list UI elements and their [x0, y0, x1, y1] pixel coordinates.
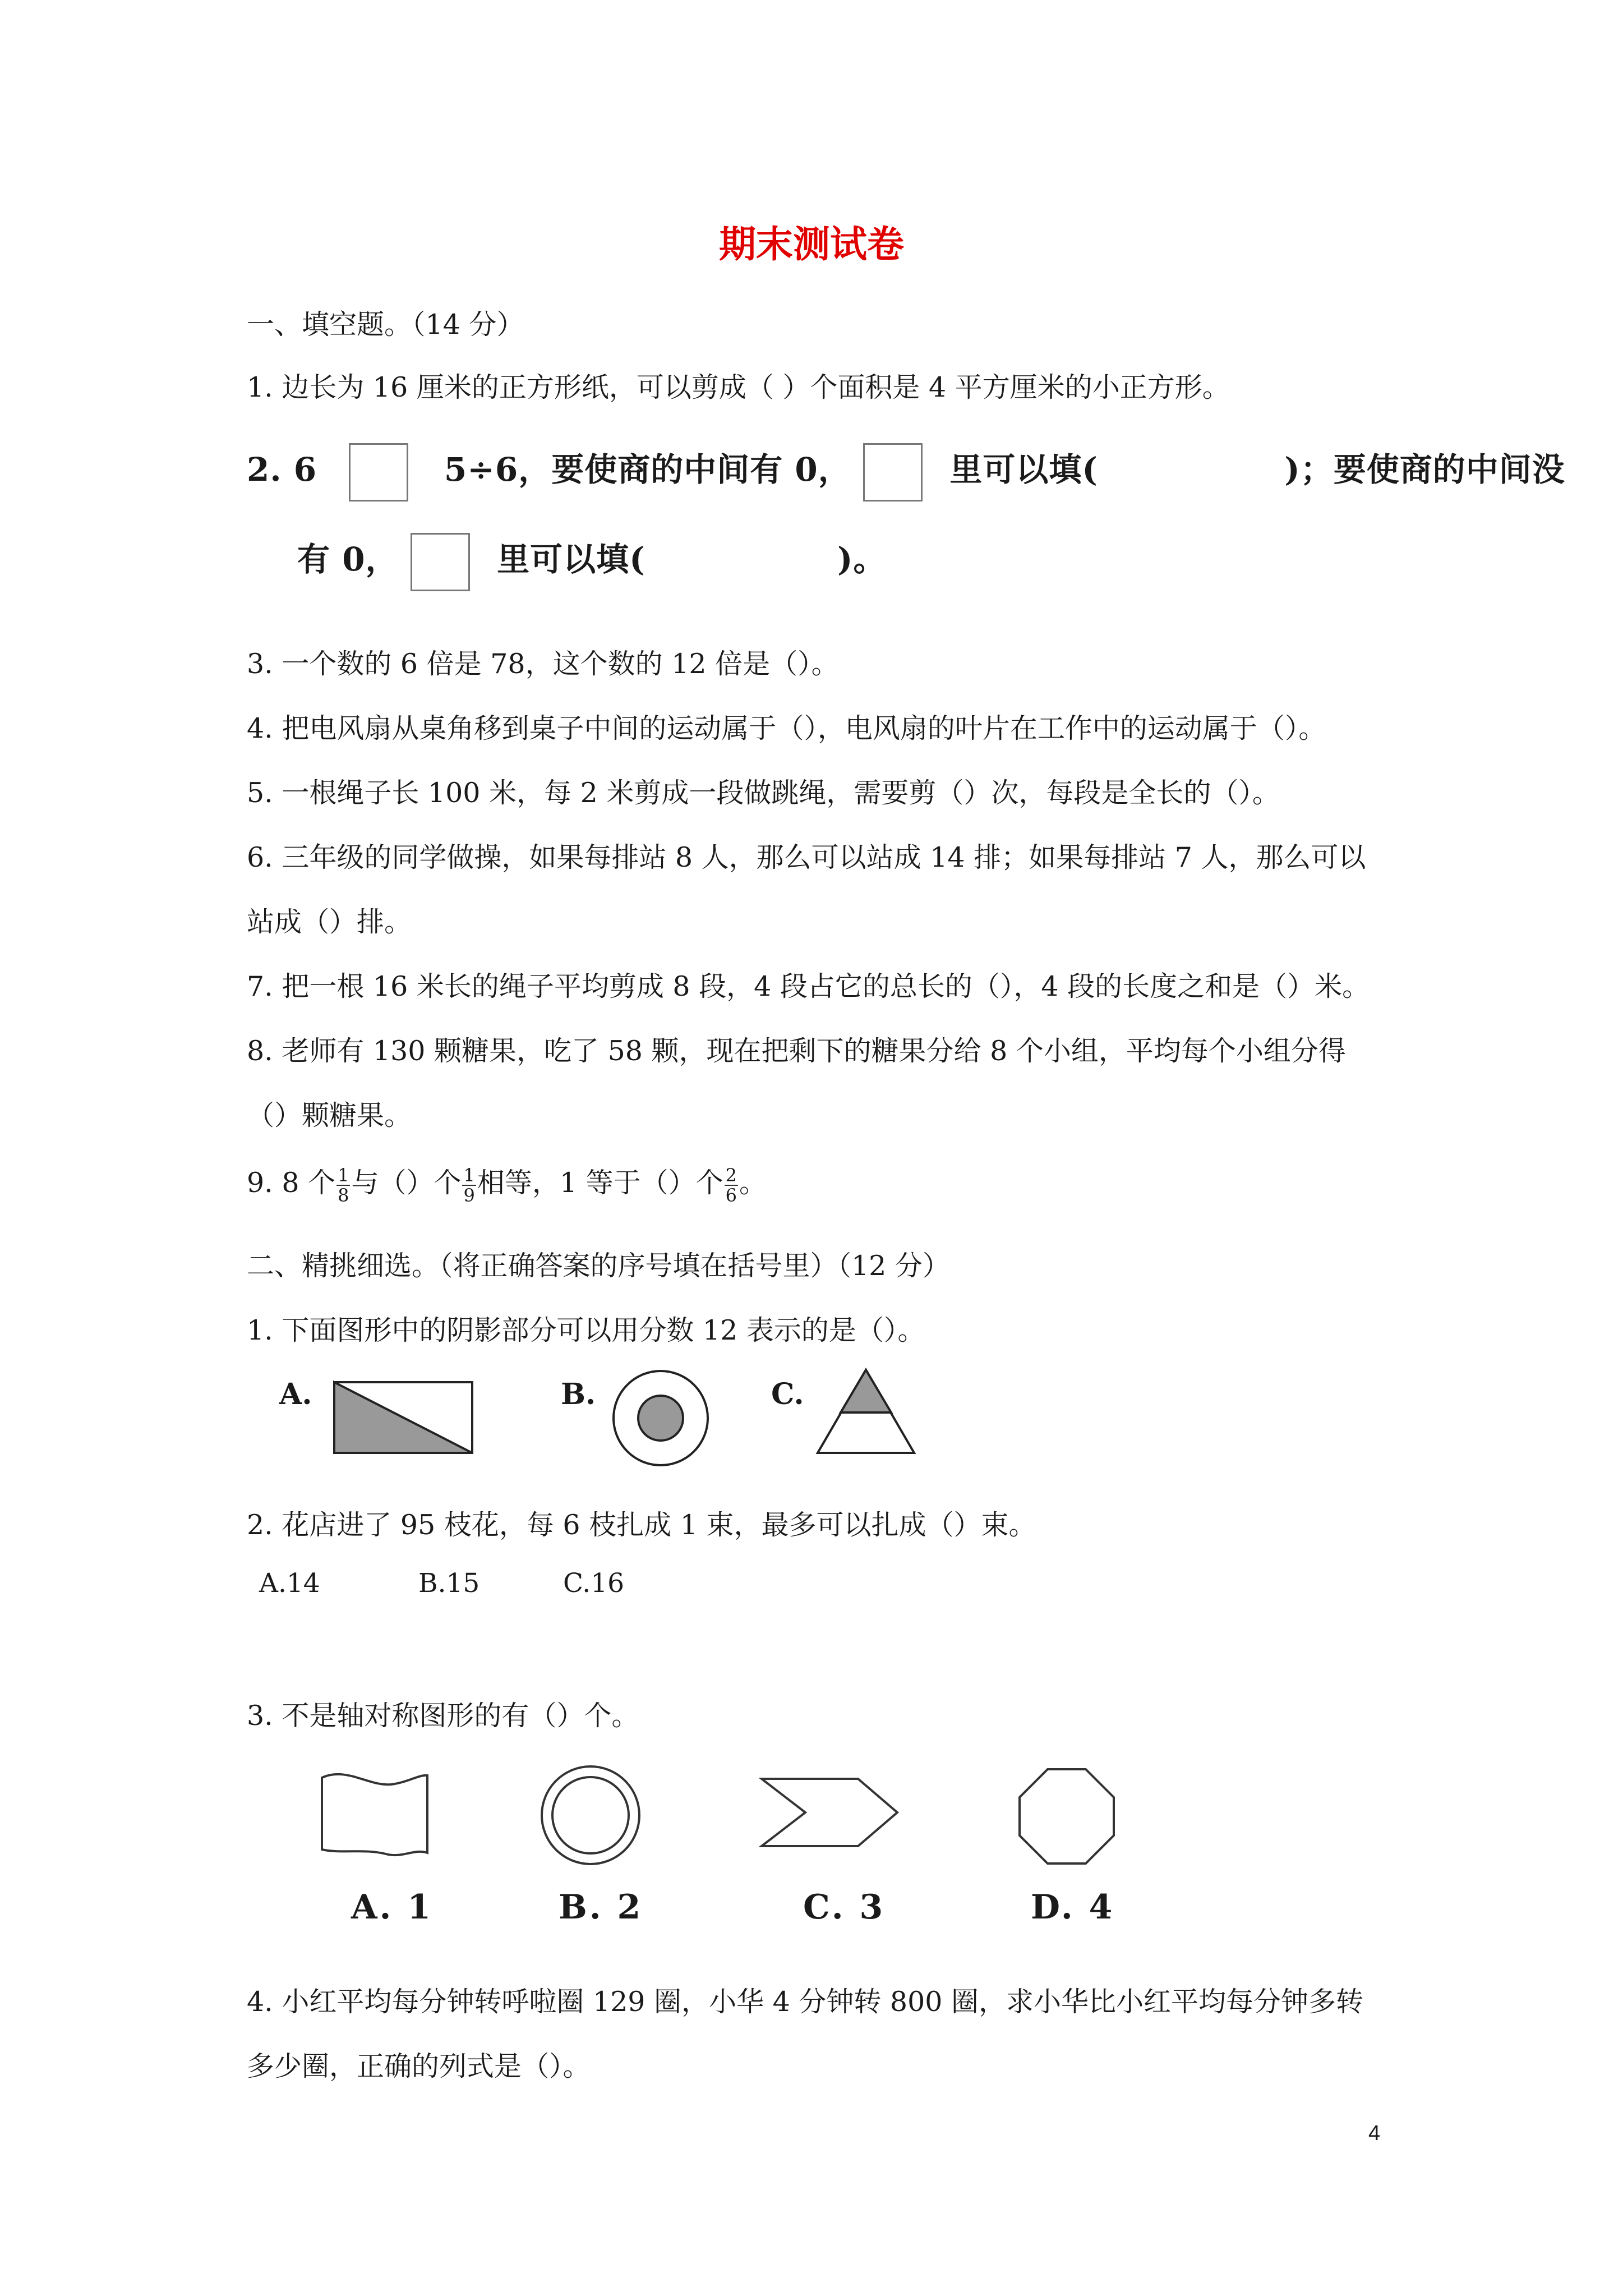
q2-text-f: 里可以填(	[497, 540, 645, 578]
question-1-6-line1: 6. 三年级的同学做操，如果每排站 8 人，那么可以站成 14 排；如果每排站 7 人，那么可以	[247, 841, 1366, 873]
q9-text-a: 9. 8 个	[247, 1167, 336, 1199]
q3-option-d: D. 4	[1031, 1888, 1115, 1927]
question-1-2-line1	[247, 443, 1565, 501]
q2-text-a: 2. 6	[247, 450, 317, 489]
fraction-numerator: 1	[338, 1164, 349, 1186]
question-2-4-line1: 4. 小红平均每分钟转呼啦圈 129 圈，小华 4 分钟转 800 圈，求小华比小红平均每分钟多转	[247, 1986, 1364, 2018]
q2-option-a: A.14	[259, 1568, 320, 1599]
q2-text-e: 有 0，	[297, 540, 399, 578]
q2-text-b: 5÷6，要使商的中间有 0，	[444, 450, 851, 489]
question-1-3: 3. 一个数的 6 倍是 78，这个数的 12 倍是（）。	[247, 648, 839, 680]
double-ring-figure	[540, 1764, 642, 1866]
fraction-denominator: 9	[463, 1184, 475, 1206]
q9-text-d: 。	[739, 1167, 767, 1199]
rectangle-shaded-figure	[333, 1381, 473, 1454]
triangle-shaded-figure	[817, 1369, 915, 1454]
question-1-5: 5. 一根绳子长 100 米，每 2 米剪成一段做跳绳，需要剪（）次，每段是全长的（）。	[247, 777, 1280, 809]
q2-option-c: C.16	[563, 1568, 625, 1599]
fraction-denominator: 8	[338, 1184, 349, 1206]
fraction-denominator: 6	[725, 1184, 737, 1206]
question-2-4-line2: 多少圈，正确的列式是（）。	[247, 2050, 591, 2082]
arrow-chevron-figure	[759, 1775, 900, 1848]
question-2-2: 2. 花店进了 95 枝花，每 6 枝扎成 1 束，最多可以扎成（）束。	[247, 1509, 1036, 1541]
question-1-9	[247, 1161, 767, 1205]
question-1-8-line1: 8. 老师有 130 颗糖果，吃了 58 颗，现在把剩下的糖果分给 8 个小组，平均每个小组分得	[247, 1035, 1346, 1067]
q2-text-c: 里可以填(	[949, 450, 1098, 489]
concentric-circle-figure	[611, 1369, 710, 1467]
flag-wave-figure	[319, 1770, 431, 1860]
fraction-2-6	[725, 1166, 738, 1205]
fraction-numerator: 2	[725, 1164, 737, 1186]
option-a-label: A.	[279, 1377, 312, 1411]
section2-heading: 二、精挑细选。（将正确答案的序号填在括号里）（12 分）	[247, 1250, 950, 1282]
q9-text-b: 与（）个	[351, 1167, 462, 1199]
octagon-figure	[1017, 1767, 1116, 1866]
question-1-7: 7. 把一根 16 米长的绳子平均剪成 8 段，4 段占它的总长的（），4 段的长度之和是（）米。	[247, 970, 1370, 1002]
q2-text-g: )。	[837, 540, 887, 578]
fraction-1-8	[336, 1166, 350, 1205]
question-2-1: 1. 下面图形中的阴影部分可以用分数 12 表示的是（）。	[247, 1314, 925, 1346]
question-1-2-line2	[297, 533, 886, 591]
section1-heading: 一、填空题。（14 分）	[247, 309, 524, 341]
q9-text-c: 相等，1 等于（）个	[477, 1167, 723, 1199]
question-1-8-line2: （）颗糖果。	[247, 1099, 412, 1131]
option-c-label: C.	[771, 1377, 804, 1411]
digit-box-3[interactable]	[411, 533, 470, 591]
q3-option-b: B. 2	[559, 1888, 643, 1927]
page-number: 4	[1368, 2122, 1381, 2145]
q3-option-c: C. 3	[803, 1888, 886, 1927]
option-b-label: B.	[561, 1377, 596, 1411]
question-1-1: 1. 边长为 16 厘米的正方形纸，可以剪成（ ）个面积是 4 平方厘米的小正方形。	[247, 371, 1230, 403]
fraction-numerator: 1	[463, 1164, 475, 1186]
digit-box-2[interactable]	[863, 443, 923, 501]
question-1-6-line2: 站成（）排。	[247, 906, 412, 938]
digit-box-1[interactable]	[349, 443, 408, 501]
page-title: 期末测试卷	[719, 223, 904, 266]
question-2-3: 3. 不是轴对称图形的有（）个。	[247, 1700, 639, 1732]
fraction-1-9	[462, 1166, 476, 1205]
q2-text-d: )；要使商的中间没	[1284, 450, 1565, 489]
q3-option-a: A. 1	[351, 1888, 434, 1927]
question-1-4: 4. 把电风扇从桌角移到桌子中间的运动属于（），电风扇的叶片在工作中的运动属于（）。	[247, 712, 1326, 744]
q2-option-b: B.15	[418, 1568, 480, 1599]
